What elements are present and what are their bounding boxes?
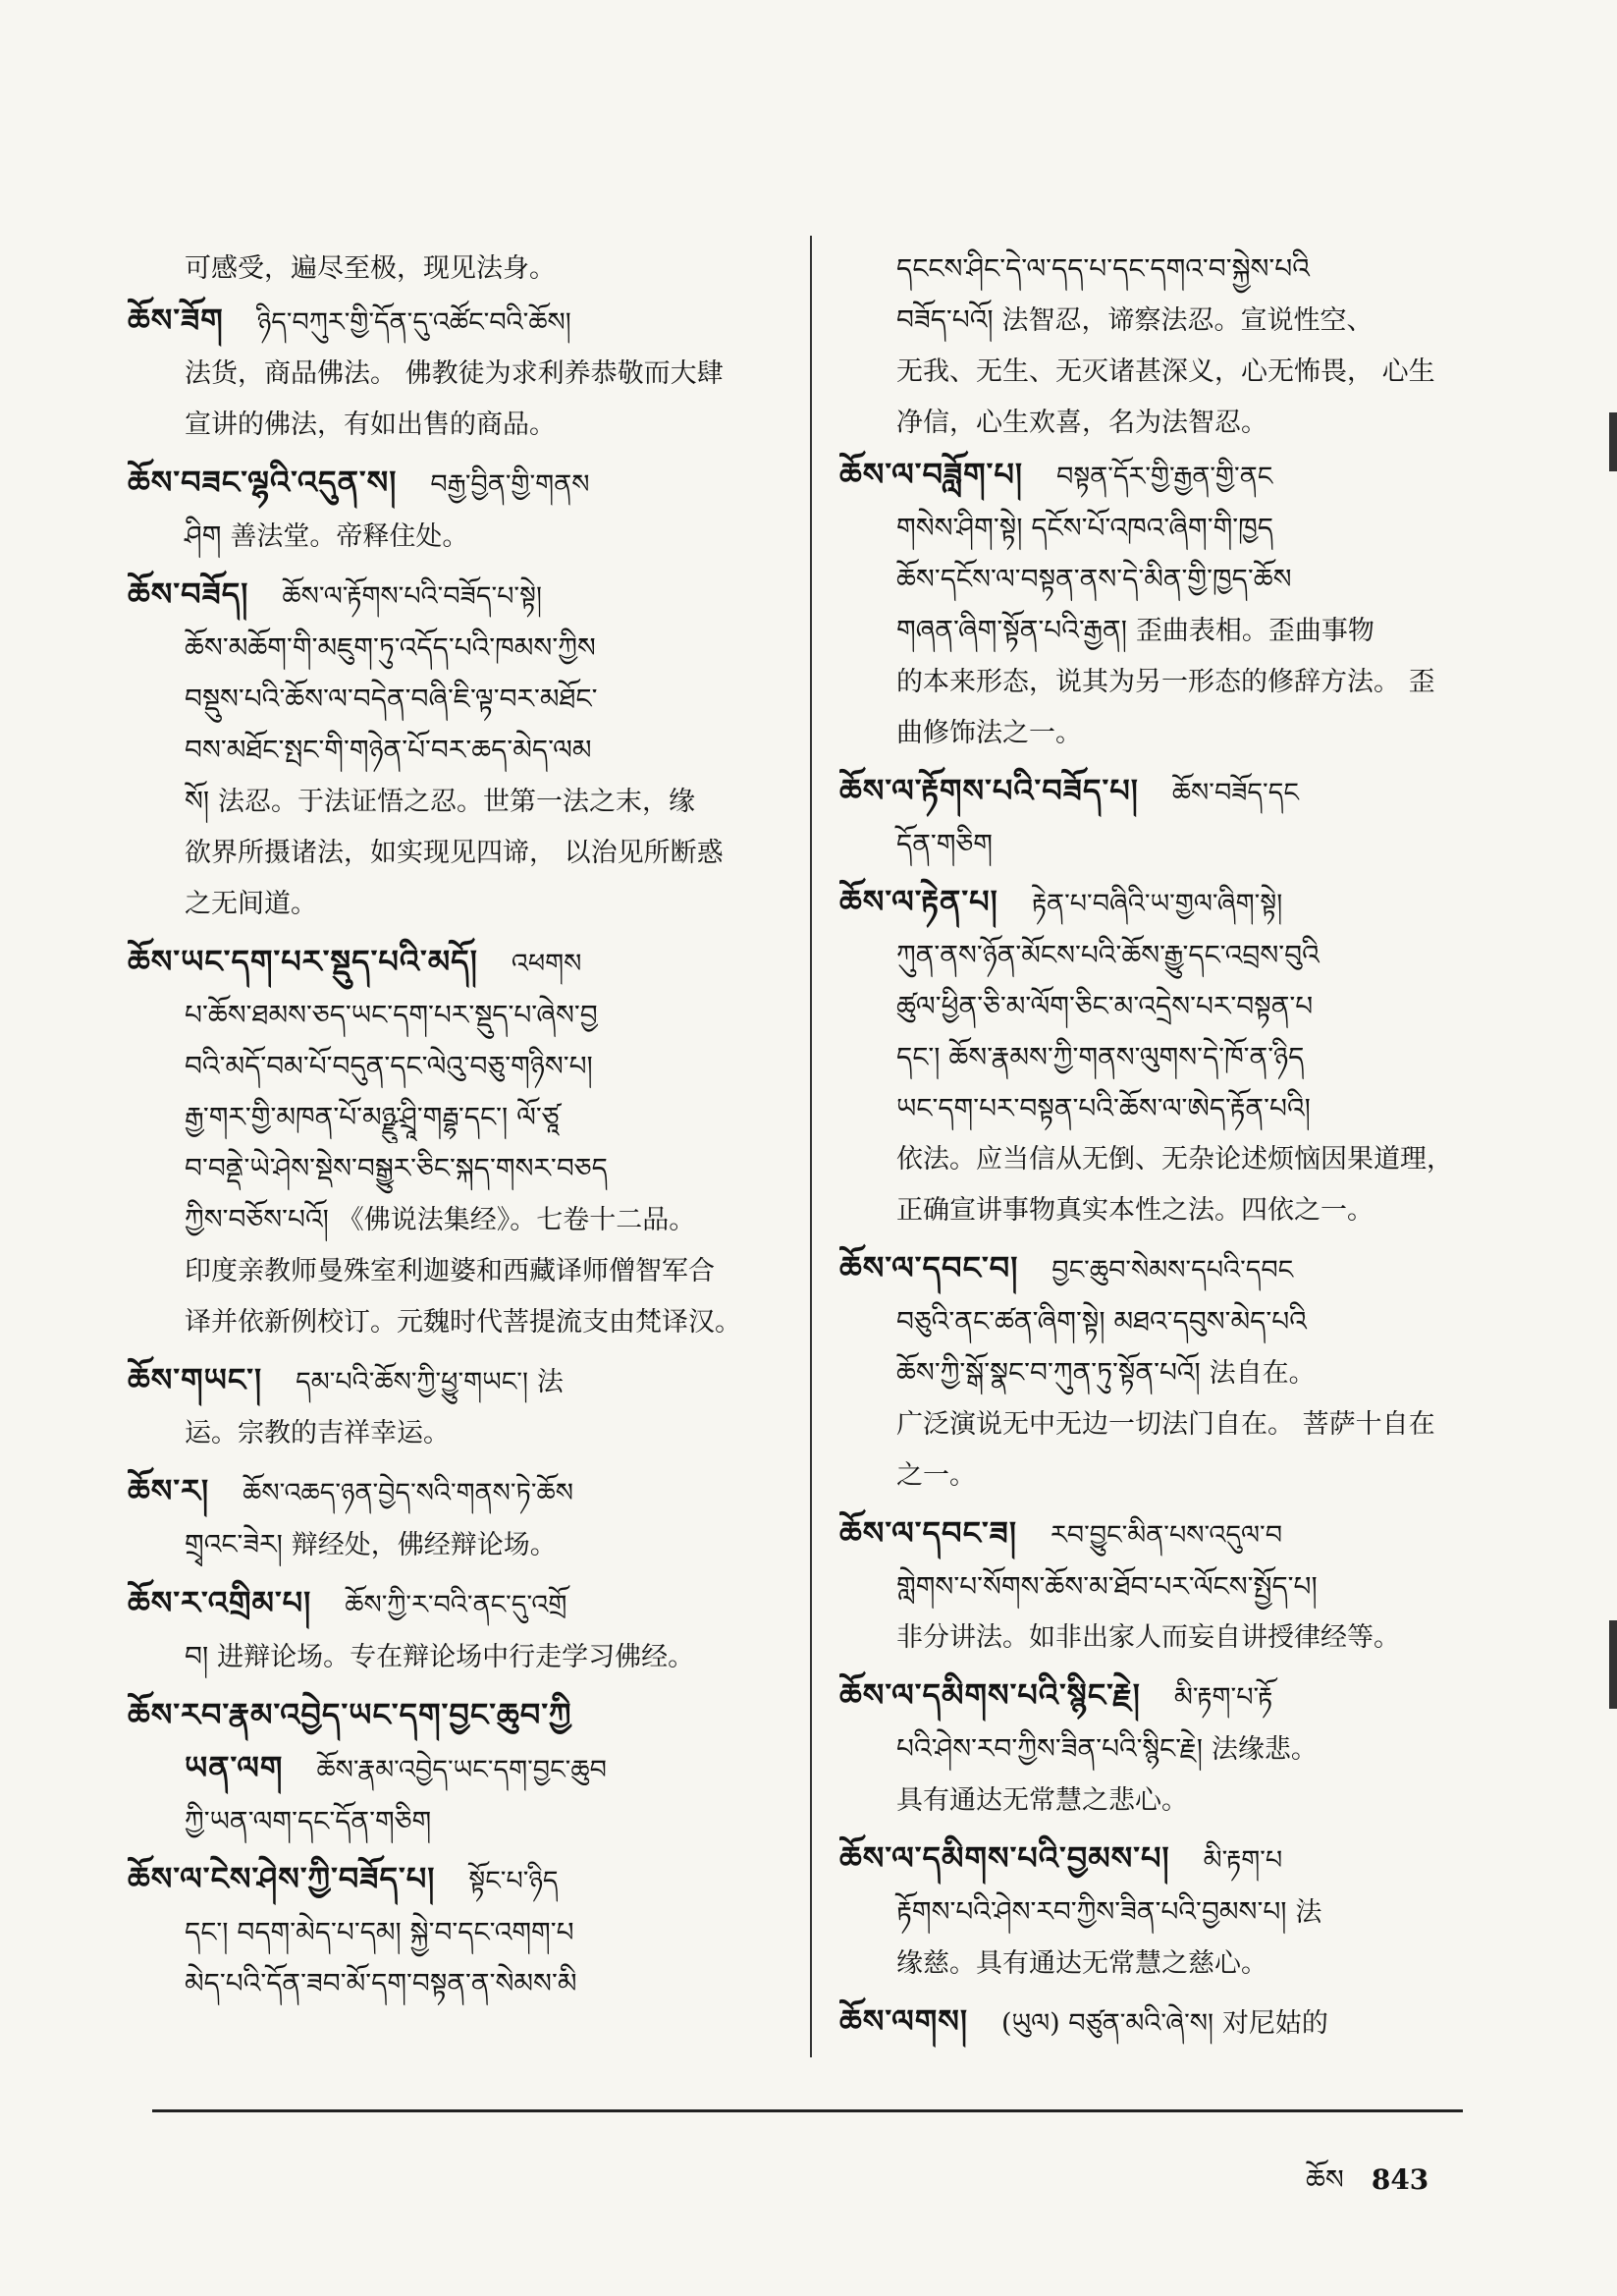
tibetan-definition: པ་ཆོས་ཐམས་ཅད་ཡང་དག་པར་སྡུད་པ་ཞེས་བྱ	[185, 999, 598, 1031]
tibetan-definition: གསེས་ཤིག་སྟེ།	[896, 512, 1023, 544]
chinese-definition: 的本来形态，说其为另一形态的修辞方法。 歪	[896, 667, 1435, 697]
chinese-definition: 法自在。	[1209, 1358, 1316, 1389]
tibetan-definition: མེད་པའི་དོན་ཟབ་མོ་དག་བསྟན་ན་སེམས་མི	[185, 1967, 577, 1999]
running-head: ཆོས	[1306, 2163, 1344, 2196]
tibetan-definition: རབ་བྱུང་མིན་པས་འདུལ་བ	[1050, 1520, 1283, 1551]
tibetan-definition: (ཡུལ) བཙུན་མའི་ཞེ་ས།	[1000, 2008, 1214, 2039]
chinese-definition: 译并依新例校订。元魏时代菩提流支由梵译汉。	[185, 1307, 741, 1338]
headword: ཆོས་ལ་དམིགས་པའི་བྱམས་པ།	[839, 1839, 1170, 1877]
entry-chos-la-nges-shes	[128, 1853, 781, 2009]
entry-chos-lags	[839, 1995, 1487, 2050]
entry-chos-gyang	[128, 1354, 781, 1459]
tibetan-definition: ཀྱིས་བཅོས་པའོ།	[185, 1203, 329, 1235]
chinese-definition: 之无间道。	[185, 889, 317, 919]
chinese-definition: 印度亲教师曼殊室利迦婆和西藏译师僧智军合	[185, 1256, 715, 1286]
tibetan-definition: དམ་པའི་ཆོས་ཀྱི་ཕྱུ་གཡང་།	[296, 1367, 528, 1397]
entry-chos-rab-rnam-byed	[128, 1689, 781, 1847]
entry-chos-bzod	[128, 569, 781, 930]
chinese-definition: 正确宣讲事物真实本性之法。四依之一。	[896, 1195, 1374, 1226]
scan-edge-mark	[1609, 1620, 1617, 1709]
tibetan-definition: བ།	[185, 1640, 209, 1672]
scan-edge-mark	[1609, 412, 1617, 471]
headword: ཆོས་ལ་དབང་བ།	[839, 1249, 1019, 1286]
headword: ཆོས་ར་འགྲིམ་པ།	[128, 1584, 312, 1621]
tibetan-definition: ཆོས་ཀྱི་སྒོ་སྣང་བ་ཀུན་ཏུ་སྟོན་པའོ།	[896, 1356, 1201, 1389]
headword: ཆོས་རབ་རྣམ་འབྱེད་ཡང་དག་བྱང་ཆུབ་ཀྱི	[128, 1696, 572, 1733]
tibetan-definition: ཡང་དག་པར་བསྟན་པའི་ཆོས་ལ་ཨེད་རྟོན་པའི།	[896, 1092, 1311, 1124]
headword: ཆོས་ཡང་དག་པར་སྡུད་པའི་མདོ།	[128, 943, 478, 980]
headword: ཆོས་ལ་དམིགས་པའི་སྙིང་རྗེ།	[839, 1676, 1141, 1714]
tibetan-definition: མི་རྟག་པ་རྟོ	[1173, 1682, 1273, 1713]
tibetan-definition: ཆོས་ལ་རྟོགས་པའི་བཟོད་པ་སྟེ།	[282, 581, 542, 612]
chinese-definition: 具有通达无常慧之悲心。	[896, 1785, 1188, 1816]
entry-chos-ra	[128, 1465, 781, 1571]
entry-chos-la-rtogs	[839, 765, 1487, 870]
entry-chos-zog	[128, 295, 781, 451]
chinese-definition: 宣讲的佛法，有如出售的商品。	[185, 410, 556, 440]
headword: ཆོས་ཟོག	[128, 301, 224, 339]
tibetan-definition: དང་། ཆོས་རྣམས་ཀྱི་གནས་ལུགས་དེ་ཁོ་ན་ཉིད	[896, 1041, 1305, 1073]
tibetan-definition: བསྟན་དོར་གྱི་རྒྱན་གྱི་ནང	[1056, 462, 1273, 492]
tibetan-definition: ཆོས་བཟོད་དང	[1171, 778, 1299, 808]
chinese-definition: 进辩论场。专在辩论场中行走学习佛经。	[217, 1642, 695, 1672]
tibetan-definition: བས་མཐོང་སྤང་གི་གཉེན་པོ་བར་ཆད་མེད་ལམ	[185, 734, 592, 766]
headword: ཆོས་བཟོད།	[128, 575, 249, 613]
chinese-definition: 法缘悲。	[1211, 1734, 1318, 1765]
headword: ཆོས་བཟང་ལྷའི་འདུན་ས།	[128, 464, 398, 501]
chinese-definition: 法	[536, 1367, 564, 1397]
tibetan-definition: རྟེན་པ་བཞིའི་ཡ་གྱལ་ཞིག་སྟེ།	[1031, 889, 1283, 919]
left-column	[128, 244, 781, 2015]
headword: ཡན་ལག	[185, 1749, 284, 1786]
tibetan-definition: པའི་ཤེས་རབ་ཀྱིས་ཟིན་པའི་སྙིང་རྗེ།	[896, 1732, 1203, 1765]
chinese-definition: 运。宗教的吉祥幸运。	[185, 1418, 450, 1449]
tibetan-definition: འཕགས	[511, 949, 582, 979]
tibetan-definition: དོན་གཅིག	[896, 828, 994, 860]
entry-chos-byams-pa	[839, 1832, 1487, 1990]
tibetan-definition: མཐའ་དབུས་མེད་པའི	[1113, 1305, 1307, 1338]
tibetan-definition: ཤིག	[185, 519, 222, 552]
entry-chos-snying-rje	[839, 1669, 1487, 1827]
chinese-definition: 净信，心生欢喜，名为法智忍。	[896, 408, 1267, 438]
page-number: 843	[1371, 2163, 1429, 2196]
entry-chos-ra-grim	[128, 1577, 781, 1683]
tibetan-definition: ཆོས་རྣམ་འབྱེད་ཡང་དག་བྱང་ཆུབ	[316, 1755, 607, 1785]
tibetan-definition: ཆོས་འཆད་ཉན་བྱེད་སའི་གནས་ཏེ་ཆོས	[243, 1478, 574, 1508]
chinese-definition: 法	[1295, 1897, 1322, 1928]
tibetan-definition: ཆོས་དངོས་ལ་བསྟན་ནས་དེ་མིན་གྱི་ཁྱད་ཆོས	[896, 563, 1292, 595]
entry-chos-bzang	[128, 457, 781, 563]
tibetan-definition: ཀུན་ནས་ཉོན་མོངས་པའི་ཆོས་རྒྱུ་དང་འབྲས་བུའི	[896, 939, 1320, 971]
tibetan-definition: ཆོས་མཆོག་གི་མཇུག་ཏུ་འདོད་པའི་ཁམས་ཀྱིས	[185, 631, 596, 664]
chinese-definition: 法忍。于法证悟之忍。世第一法之末，缘	[218, 787, 696, 817]
headword: ཆོས་ལགས།	[839, 2002, 968, 2040]
chinese-definition: 依法。应当信从无倒、无杂论述烦恼因果道理，	[896, 1144, 1453, 1175]
headword: ཆོས་གཡང་།	[128, 1361, 263, 1398]
tibetan-definition: བསྡུས་པའི་ཆོས་ལ་བདེན་བཞི་ཇི་ལྟ་བར་མཐོང་	[185, 683, 598, 715]
tibetan-definition: བཅུའི་ནང་ཚན་ཞིག་སྟེ།	[896, 1305, 1105, 1338]
tibetan-definition: ཆོས་ཀྱི་ར་བའི་ནང་དུ་འགྲོ	[345, 1590, 567, 1620]
tibetan-definition: གཞན་ཞིག་སྟོན་པའི་རྒྱན།	[896, 614, 1127, 646]
column-divider	[810, 236, 812, 2057]
chinese-definition: 法货，商品佛法。 佛教徒为求利养恭敬而大肆	[185, 358, 724, 389]
headword: ཆོས་ར།	[128, 1472, 210, 1509]
right-column	[839, 244, 1487, 2055]
headword: ཆོས་ལ་རྟེན་པ།	[839, 883, 998, 920]
entry-chos-la-bzlog	[839, 449, 1487, 759]
page-footer	[1306, 2149, 1428, 2226]
headword: ཆོས་ལ་རྟོགས་པའི་བཟོད་པ།	[839, 772, 1139, 809]
tibetan-definition: ཚུལ་ཕྱིན་ཅི་མ་ལོག་ཅིང་མ་འདྲེས་པར་བསྟན་པ	[896, 990, 1314, 1022]
tibetan-definition: མི་རྟག་པ	[1203, 1845, 1283, 1876]
tibetan-definition: གླེགས་པ་སོགས་ཆོས་མ་ཐོབ་པར་ལོངས་སྤྱོད་པ།	[896, 1570, 1318, 1603]
headword: ཆོས་ལ་བཟློག་པ།	[839, 456, 1024, 493]
chinese-definition: 善法堂。帝释住处。	[230, 521, 469, 552]
entry-chos-la-rten	[839, 876, 1487, 1236]
entry-chos-sdud-mdo	[128, 936, 781, 1348]
tibetan-definition: རྟོགས་པའི་ཤེས་རབ་ཀྱིས་ཟིན་པའི་བྱམས་པ།	[896, 1895, 1287, 1928]
chinese-definition: 无我、无生、无灭诸甚深义，心无怖畏， 心生	[896, 356, 1435, 387]
headword: ཆོས་ལ་དབང་ཟ།	[839, 1514, 1017, 1552]
continuation-text: བཟོད་པའོ།	[896, 303, 994, 336]
chinese-definition: 法智忍，谛察法忍。宣说性空、	[1001, 305, 1374, 336]
tibetan-definition: སྟོང་པ་ཉིད	[468, 1866, 559, 1896]
chinese-definition: 曲修饰法之一。	[896, 718, 1082, 748]
tibetan-definition: གྲྭའང་ཟེར།	[185, 1528, 283, 1560]
chinese-definition: 之一。	[896, 1460, 976, 1491]
chinese-definition: 缘慈。具有通达无常慧之慈心。	[896, 1948, 1267, 1979]
tibetan-definition: ཉིད་བཀུར་གྱི་དོན་དུ་འཚོང་བའི་ཆོས།	[256, 307, 571, 338]
entry-chos-la-dbang	[839, 1242, 1487, 1502]
tibetan-definition: སོ།	[185, 785, 210, 817]
chinese-definition: 欲界所摄诸法，如实现见四谛， 以治见所断惑	[185, 838, 724, 868]
entry-chos-la-dbang-za	[839, 1507, 1487, 1664]
chinese-definition: 非分讲法。如非出家人而妄自讲授律经等。	[896, 1622, 1400, 1653]
tibetan-definition: བ་བནྡེ་ཡེ་ཤེས་སྡེས་བསྒྱུར་ཅིང་སྐད་གསར་བཅད	[185, 1152, 608, 1184]
tibetan-definition: དང་། བདག་མེད་པ་དམ། སྐྱེ་བ་དང་འགག་པ	[185, 1916, 574, 1948]
tibetan-definition: བྱང་ཆུབ་སེམས་དཔའི་དབང	[1051, 1255, 1294, 1285]
headword: ཆོས་ལ་ངེས་ཤེས་ཀྱི་བཟོད་པ།	[128, 1860, 436, 1897]
chinese-definition: 歪曲表相。歪曲事物	[1135, 616, 1374, 646]
chinese-definition: 《佛说法集经》。七卷十二品。	[337, 1205, 696, 1235]
tibetan-definition: བརྒྱ་བྱིན་གྱི་གནས	[430, 469, 590, 500]
tibetan-definition: ཀྱི་ཡན་ལག་དང་དོན་གཅིག	[185, 1805, 432, 1837]
chinese-definition: 广泛演说无中无边一切法门自在。 菩萨十自在	[896, 1409, 1435, 1440]
chinese-definition: 辩经处，佛经辩论场。	[291, 1530, 557, 1560]
continuation-text: དངངས་ཤིང་དེ་ལ་དད་པ་དང་དགའ་བ་སྐྱེས་པའི	[896, 252, 1310, 285]
continuation-text: 可感受，遍尽至极，现见法身。	[185, 253, 556, 284]
tibetan-definition: རྒྱ་གར་གྱི་མཁན་པོ་མཉྫུ་ཤྲཱི་གརྦྷ་དང་། ལོ་ཙཱ	[185, 1101, 560, 1133]
chinese-definition: 对尼姑的	[1221, 2008, 1328, 2039]
tibetan-definition: བའི་མདོ་བམ་པོ་བདུན་དང་ལེའུ་བཅུ་གཉིས་པ།	[185, 1050, 593, 1082]
footer-rule	[152, 2109, 1463, 2112]
tibetan-definition: དངོས་པོ་འཁའ་ཞིག་གི་ཁྱད	[1031, 512, 1273, 544]
